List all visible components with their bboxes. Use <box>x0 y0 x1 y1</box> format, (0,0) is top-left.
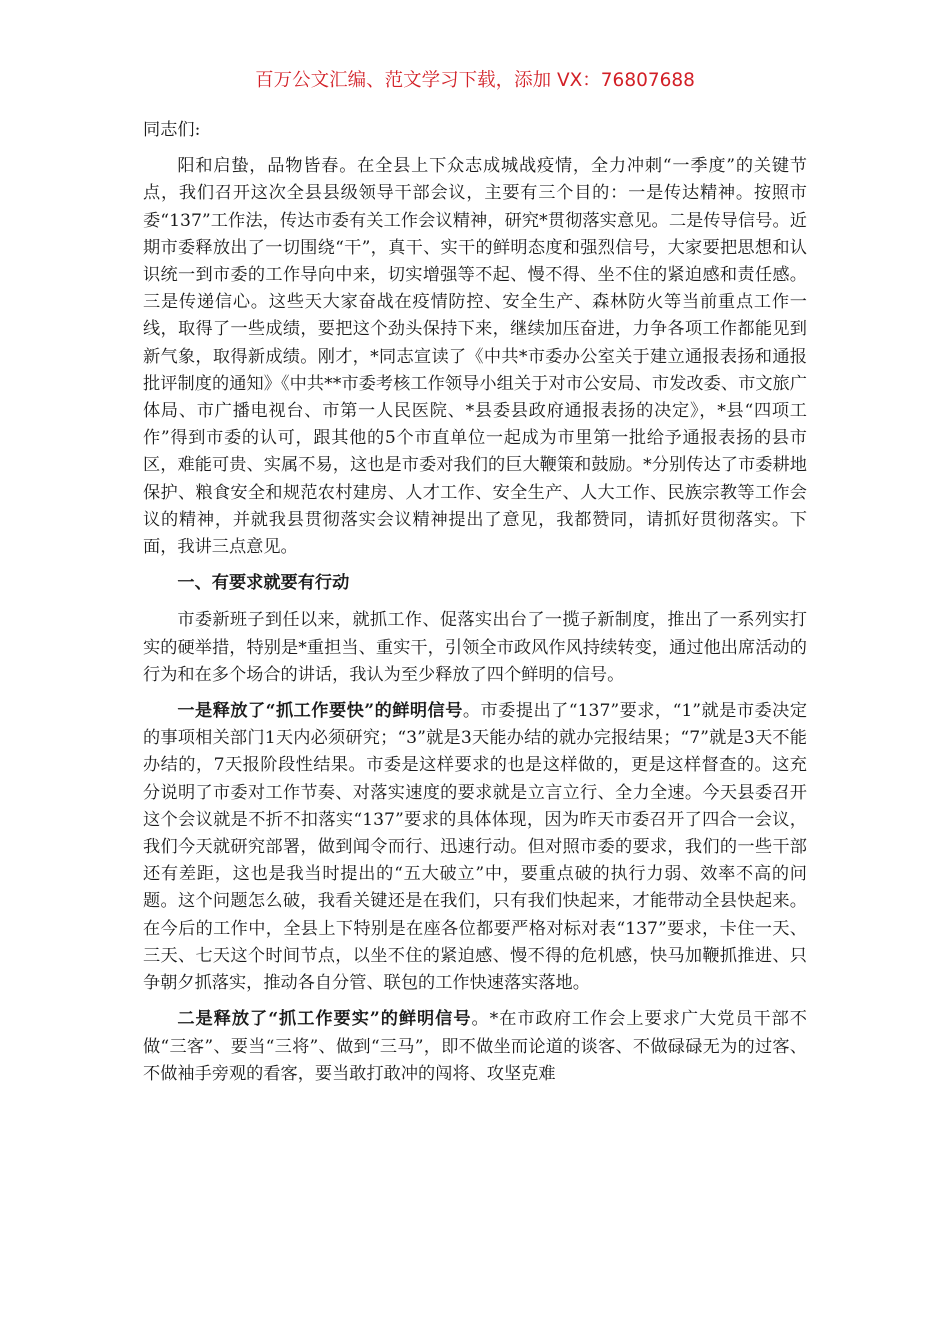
paragraph-section1-intro: 市委新班子到任以来，就抓工作、促落实出台了一揽子新制度，推出了一系列实打实的硬举措，特别是*重担当、重实干，引领全市政风作风持续转变，通过他出席活动的行为和在多个场合的讲话，我认为至少释放了四个鲜明的信号。 <box>143 610 807 685</box>
signal-1-text: 。市委提出了“137”要求，“1”就是市委决定的事项相关部门1天内必须研究；“3”就是3天能办结的就办完报结果；“7”就是3天不能办结的，7天报阶段性结果。市委是这样要求的也是这样做的，更是这样督查的。这充分说明了市委对工作节奏、对落实速度的要求就是立言立行、全力全速。今天县委召开这个会议就是不折不扣落实“137”要求的具体体现，因为昨天市委召开了四合一会议，我们今天就研究部署，做到闻令而行、迅速行动。但对照市委的要求，我们的一些干部还有差距，这也是我当时提出的“五大破立”中，要重点破的执行力弱、效率不高的问题。这个问题怎么破，我看关键还是在我们，只有我们快起来，才能带动全县快起来。在今后的工作中，全县上下特别是在座各位都要严格对标对表“137”要求，卡住一天、三天、七天这个时间节点，以坐不住的紧迫感、慢不得的危机感，快马加鞭抓推进、只争朝夕抓落实，推动各自分管、联包的工作快速落实落地。 <box>143 701 808 994</box>
section-heading-1: 一、有要求就要有行动 <box>177 573 350 594</box>
signal-2-text: 。*在市政府工作会上要求广大党员干部不做“三客”、要当“三将”、做到“三马”，即不做坐而论道的谈客、不做碌碌无为的过客、不做袖手旁观的看客，要当敢打敢冲的闯将、攻坚克难 <box>143 1009 807 1084</box>
header-banner: 百万公文汇编、范文学习下载，添加 VX：76807688 <box>255 70 695 91</box>
paragraph-signal-2 <box>143 1006 807 1088</box>
paragraph-opening: 阳和启蛰，品物皆春。在全县上下众志成城战疫情，全力冲刺“一季度”的关键节点，我们召开这次全县县级领导干部会议，主要有三个目的：一是传达精神。按照市委“137”工作法，传达市委有关工作会议精神，研究*贯彻落实意见。二是传导信号。近期市委释放出了一切围绕“干”，真干、实干的鲜明态度和强烈信号，大家要把思想和认识统一到市委的工作导向中来，切实增强等不起、慢不得、坐不住的紧迫感和责任感。三是传递信心。这些天大家奋战在疫情防控、安全生产、森林防火等当前重点工作一线，取得了一些成绩，要把这个劲头保持下来，继续加压奋进，力争各项工作都能见到新气象，取得新成绩。刚才，*同志宣读了《中共*市委办公室关于建立通报表扬和通报批评制度的通知》《中共**市委考核工作领导小组关于对市公安局、市发改委、市文旅广体局、市广播电视台、市第一人民医院、*县委县政府通报表扬的决定》，*县“四项工作”得到市委的认可，跟其他的5个市直单位一起成为市里第一批给予通报表扬的县市区，难能可贵、实属不易，这也是市委对我们的巨大鞭策和鼓励。*分别传达了市委耕地保护、粮食安全和规范农村建房、人才工作、安全生产、人大工作、民族宗教等工作会议的精神，并就我县贯彻落实会议精神提出了意见，我都赞同，请抓好贯彻落实。下面，我讲三点意见。 <box>143 156 807 558</box>
document-body <box>143 117 807 1097</box>
paragraph-signal-1 <box>143 698 807 997</box>
salutation: 同志们: <box>143 120 201 140</box>
signal-2-lead: 二是释放了“抓工作要实”的鲜明信号 <box>177 1009 472 1030</box>
signal-1-lead: 一是释放了“抓工作要快”的鲜明信号 <box>177 701 463 722</box>
